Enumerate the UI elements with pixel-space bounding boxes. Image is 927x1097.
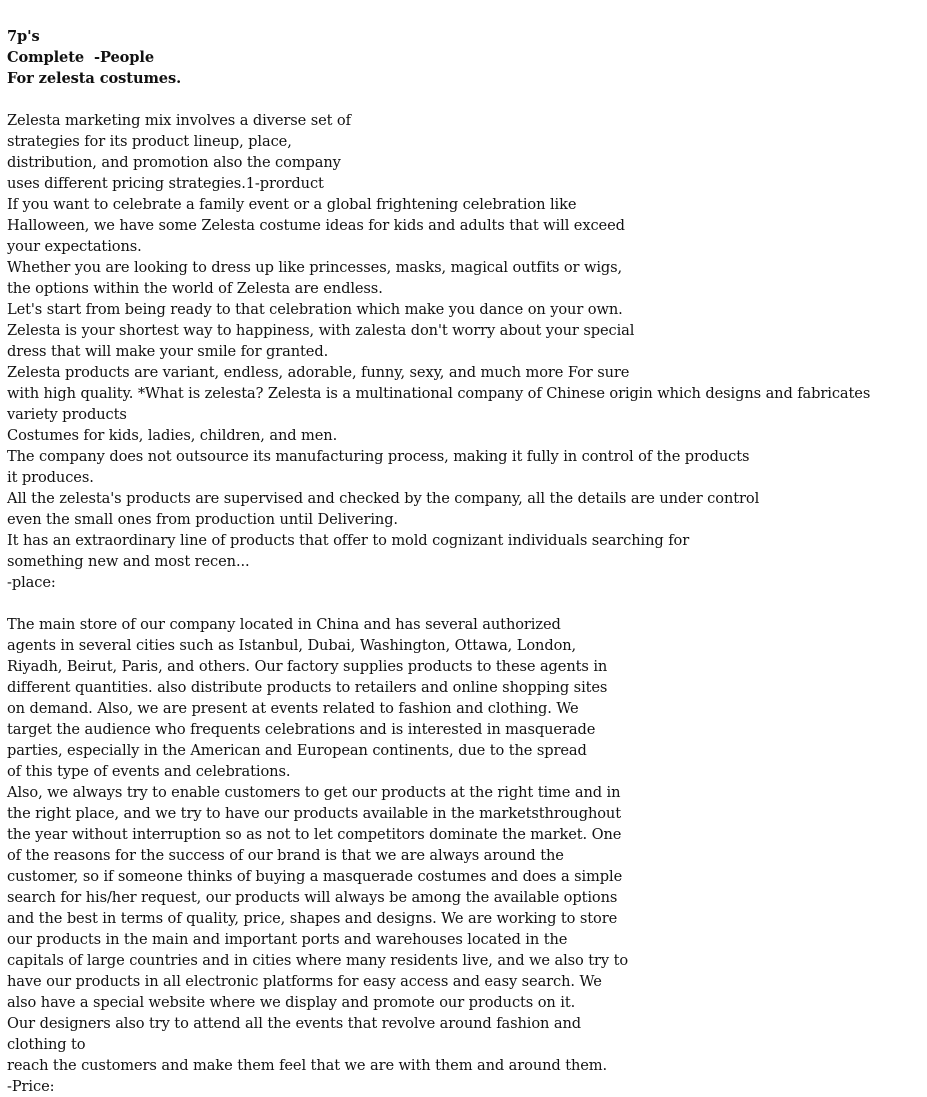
text-line: Whether you are looking to dress up like princesses, masks, magical outfits or wigs, [7, 259, 623, 276]
text-line: something new and most recen... [7, 553, 250, 570]
text-line: search for his/her request, our products will always be among the available options [7, 889, 618, 906]
paragraph-gap [7, 593, 922, 614]
text-line: distribution, and promotion also the company [7, 154, 341, 171]
text-line: on demand. Also, we are present at events related to fashion and clothing. We [7, 700, 579, 717]
text-line: Zelesta is your shortest way to happiness, with zalesta don't worry about your special [7, 322, 635, 339]
text-line: dress that will make your smile for granted. [7, 343, 329, 360]
text-line: have our products in all electronic platforms for easy access and easy search. We [7, 973, 602, 990]
text-line: of this type of events and celebrations. [7, 763, 291, 780]
text-line: uses different pricing strategies.1-prorduct [7, 175, 324, 192]
document-page [7, 26, 922, 1097]
document-heading [7, 26, 922, 89]
text-line: clothing to [7, 1036, 86, 1053]
text-line: reach the customers and make them feel that we are with them and around them. [7, 1057, 608, 1074]
text-line: The main store of our company located in China and has several authorized [7, 616, 561, 633]
text-line: Halloween, we have some Zelesta costume ideas for kids and adults that will exceed [7, 217, 625, 234]
text-line: even the small ones from production until Delivering. [7, 511, 398, 528]
text-line: target the audience who frequents celebrations and is interested in masquerade [7, 721, 596, 738]
text-line: Costumes for kids, ladies, children, and men. [7, 427, 338, 444]
text-line: Also, we always try to enable customers to get our products at the right time and in [7, 784, 621, 801]
heading-line: Complete -People [7, 49, 155, 66]
text-line: the year without interruption so as not to let competitors dominate the market. One [7, 826, 622, 843]
text-line: different quantities. also distribute products to retailers and online shopping sites [7, 679, 608, 696]
text-line: the options within the world of Zelesta are endless. [7, 280, 383, 297]
text-line: Riyadh, Beirut, Paris, and others. Our factory supplies products to these agents in [7, 658, 608, 675]
section-label: -Price: [7, 1078, 55, 1095]
text-line: it produces. [7, 469, 94, 486]
text-line: and the best in terms of quality, price, shapes and designs. We are working to store [7, 910, 618, 927]
text-line: capitals of large countries and in cities where many residents live, and we also try to [7, 952, 629, 969]
paragraph-gap [7, 89, 922, 110]
heading-line: 7p's [7, 28, 40, 45]
text-line: also have a special website where we display and promote our products on it. [7, 994, 576, 1011]
text-line: agents in several cities such as Istanbul, Dubai, Washington, Ottawa, London, [7, 637, 577, 654]
product-section [7, 110, 922, 593]
text-line: the right place, and we try to have our products available in the marketsthroughout [7, 805, 621, 822]
text-line: our products in the main and important ports and warehouses located in the [7, 931, 568, 948]
text-line: customer, so if someone thinks of buying a masquerade costumes and does a simple [7, 868, 623, 885]
text-line: If you want to celebrate a family event or a global frightening celebration like [7, 196, 577, 213]
text-line: Our designers also try to attend all the events that revolve around fashion and [7, 1015, 582, 1032]
text-line: variety products [7, 406, 127, 423]
text-line: Let's start from being ready to that celebration which make you dance on your own. [7, 301, 623, 318]
text-line: The company does not outsource its manufacturing process, making it fully in control of the products [7, 448, 750, 465]
text-line: your expectations. [7, 238, 142, 255]
text-line: It has an extraordinary line of products that offer to mold cognizant individuals searching for [7, 532, 690, 549]
text-line: of the reasons for the success of our brand is that we are always around the [7, 847, 564, 864]
text-line: strategies for its product lineup, place, [7, 133, 292, 150]
heading-line: For zelesta costumes. [7, 70, 182, 87]
text-line: Zelesta marketing mix involves a diverse set of [7, 112, 351, 129]
text-line: with high quality. *What is zelesta? Zelesta is a multinational company of Chinese origin which designs and fabricates [7, 385, 871, 402]
text-line: parties, especially in the American and European continents, due to the spread [7, 742, 587, 759]
section-label: -place: [7, 574, 56, 591]
text-line: Zelesta products are variant, endless, adorable, funny, sexy, and much more For sure [7, 364, 630, 381]
place-section [7, 614, 922, 1097]
text-line: All the zelesta's products are supervised and checked by the company, all the details are under control [7, 490, 760, 507]
